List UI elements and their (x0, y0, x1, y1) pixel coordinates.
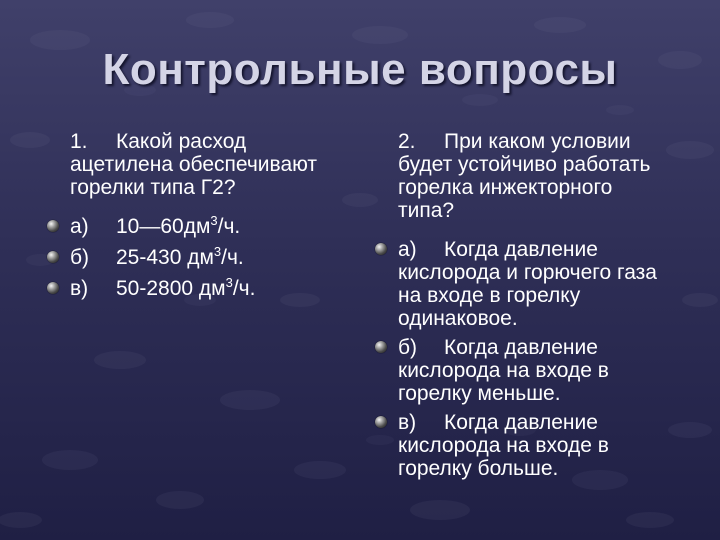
answer-unit: /ч. (221, 246, 244, 269)
answer-text: 10—60дм (116, 215, 211, 238)
bullet-icon (47, 251, 59, 263)
answer-superscript: 3 (213, 244, 222, 259)
answer-b (46, 246, 346, 269)
question-text: При каком условии будет устойчиво работать горелка инжекторного типа? (398, 130, 651, 222)
answer-letter: б) (70, 246, 90, 269)
bullet-icon (47, 220, 59, 232)
answer-superscript: 3 (210, 213, 218, 228)
answer-text: 50-2800 дм (116, 277, 226, 300)
question-number: 2. (398, 130, 416, 153)
answer-letter: б) (398, 336, 418, 359)
question-1 (46, 130, 346, 199)
answer-superscript: 3 (225, 275, 233, 290)
answer-letter: а) (70, 215, 89, 238)
question-number: 1. (70, 130, 88, 153)
answer-a (374, 238, 674, 330)
answer-text: Когда давление кислорода и горючего газа на входе в горелку одинаковое. (398, 238, 657, 330)
question-2 (374, 130, 674, 222)
question-text: Какой расход ацетилена обеспечивают горелки типа Г2? (70, 130, 318, 199)
answer-letter: в) (398, 411, 417, 434)
answer-c (46, 277, 346, 300)
answer-letter: а) (398, 238, 417, 261)
answer-unit: /ч. (217, 215, 241, 238)
bullet-icon (375, 341, 387, 353)
question-2-column (374, 130, 674, 486)
answer-text: Когда давление кислорода на входе в горелку больше. (398, 411, 609, 480)
bullet-icon (375, 416, 387, 428)
answer-letter: в) (70, 277, 89, 300)
answer-c (374, 411, 674, 480)
answer-unit: /ч. (232, 277, 256, 300)
answer-text: 25-430 дм (116, 246, 214, 269)
bullet-icon (47, 282, 59, 294)
answer-b (374, 336, 674, 405)
bullet-icon (375, 243, 387, 255)
answer-text: Когда давление кислорода на входе в горелку меньше. (398, 336, 609, 405)
question-1-column (46, 130, 346, 308)
slide-title: Контрольные вопросы (102, 45, 618, 94)
answer-a (46, 215, 346, 238)
